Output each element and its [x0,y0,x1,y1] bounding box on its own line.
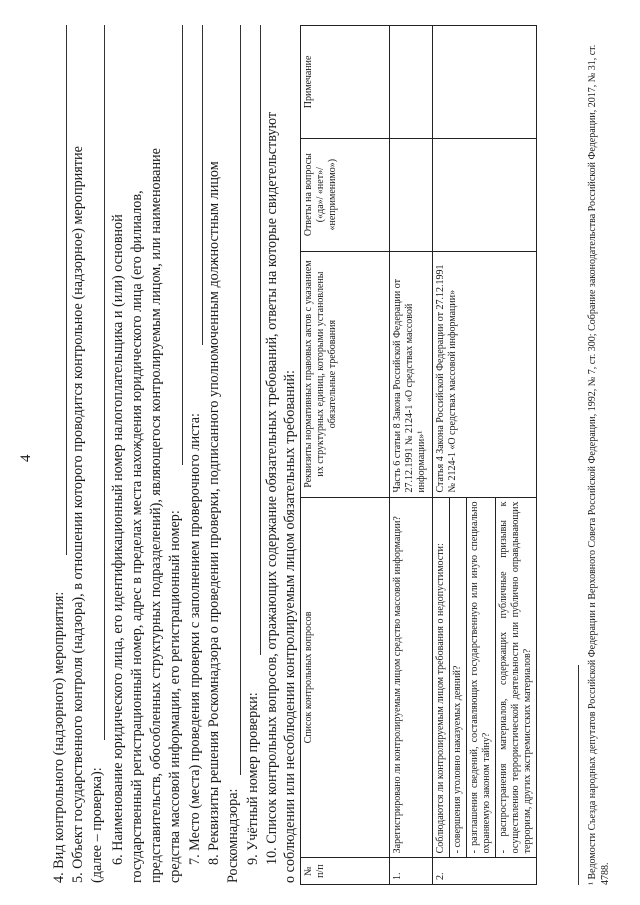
item-10-question-list: 10. Список контрольных вопросов, отражающих содержание обязательных требований, ответы на которые свидетельствуют [264,111,280,865]
requisite-cell: Статья 4 Закона Российской Федерации от 27.12.1991 № 2124-1 «О средствах массовой информации» [433,251,537,497]
item-6-line-3: представительств, обособленных структурных подразделений), являющегося контролируемым лицом, или наименование [148,148,164,883]
question-cell: - совершения уголовно наказуемых деяний? [450,497,467,858]
header-requisites: Реквизиты нормативных правовых актов с указанием их структурных единиц, которыми установлены обязательные требования [301,251,390,497]
page-number: 4 [18,454,34,462]
item-6-line-2: государственный регистрационный номер, адрес в пределах места нахождения юридического лица (его филиалов, [129,190,145,883]
row-number: 1. [390,858,433,885]
item-6-legal-entity: 6. Наименование юридического лица, его идентификационный номер налогоплательщика и (или) основной [110,214,126,865]
note-cell[interactable] [390,26,433,139]
answer-cell[interactable] [390,138,433,251]
row-number: 2. [433,858,537,885]
header-num: № п/п [301,858,390,885]
item-10-continuation: о соблюдении или несоблюдении контролируемым лицом обязательных требований: [282,370,298,883]
checklist-table [300,25,537,885]
item-8-continuation: Роскомнадзора: [225,788,241,883]
answer-cell[interactable] [433,138,537,251]
question-cell: Соблюдаются ли контролируемым лицом требования о недопустимости: [433,497,450,858]
item-5-continuation: (далее – проверка): [89,767,105,883]
fill-line [104,25,105,740]
footnote-separator [578,665,579,885]
item-6-line-4: средства массовой информации, его регистрационный номер: [167,510,183,883]
footnote: ¹ Ведомости Съезда народных депутатов Российской Федерации и Верховного Совета Российской Федерации, 1992, № 7, ст. 300; Собрание законодательства Российской Федерации, 2017, № 31, ст. 4788. [587,44,611,885]
fill-line [182,25,183,465]
header-questions: Список контрольных вопросов [301,497,390,858]
note-cell[interactable] [433,26,537,139]
item-5-control-object: 5. Объект государственного контроля (надзора), в отношении которого проводится контрольное (надзорное) мероприятие [70,146,86,883]
requisite-cell: Часть 6 статьи 8 Закона Российской Федерации от 27.12.1991 № 2124-1 «О средствах массовой информации»¹ [390,251,433,497]
table-row [390,26,433,885]
fill-line [240,25,241,775]
header-answers: Ответы на вопросы («да»/ «нет»/ «неприменимо») [301,138,390,251]
table-row [433,26,450,885]
item-9-record-number: 9. Учётный номер проверки: [245,692,261,865]
fill-line [202,25,203,345]
item-8-decision-requisites: 8. Реквизиты решения Роскомнадзора о проведении проверки, подписанного уполномоченным должностным лицом [206,161,222,865]
question-cell: - распространения материалов, содержащих публичные призывы к осуществлению террористической деятельности или публично оправдывающих терроризм, других экстремистских материалов? [496,497,537,858]
question-cell: - разглашения сведений, составляющих государственную или иную специально охраняемую законом тайну? [467,497,496,858]
header-notes: Примечание [301,26,390,139]
table-header-row [301,26,390,885]
fill-line [66,25,67,555]
fill-line [260,25,261,655]
question-cell: Зарегистрировано ли контролируемым лицом средство массовой информации? [390,497,433,858]
item-7-location: 7. Место (места) проведения проверки с заполнением проверочного листа: [187,413,203,865]
item-4-activity-type: 4. Вид контрольного (надзорного) мероприятия: [51,591,67,883]
